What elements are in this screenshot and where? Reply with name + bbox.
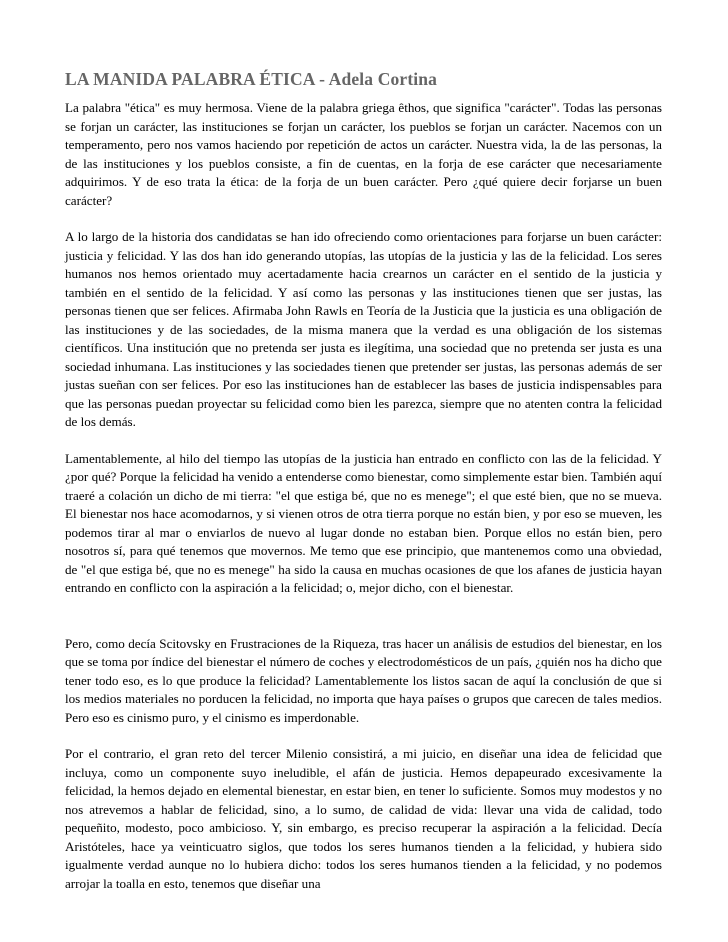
paragraph-justicia-felicidad: A lo largo de la historia dos candidatas se han ido ofreciendo como orientaciones para forjarse un buen carácter: justicia y felicidad. Y las dos han ido generando utopías, las utopías de la justicia y las de la felicidad. Los seres humanos nos hemos orientado muy acertadamente hacia crearnos un carácter en el sentido de la justicia y también en el sentido de la felicidad. Y así como las personas y las instituciones tienen que ser justas, las personas tienen que ser felices. Afirmaba John Rawls en Teoría de la Justicia que la justicia es una obligación de las instituciones y de las sociedades, de la misma manera que la verdad es una obligación de los sistemas científicos. Una institución que no pretenda ser justa es ilegítima, una sociedad que no pretenda ser justa es una sociedad inhumana. Las instituciones y las sociedades tienen que pretender ser justas, las personas además de ser justas sueñan con ser felices. Por eso las instituciones han de establecer las bases de justicia indispensables para que las personas puedan proyectar su felicidad como bien les parezca, siempre que no atenten contra la felicidad de los demás. bbox=[65, 229, 662, 429]
paragraph-scitovsky: Pero, como decía Scitovsky en Frustraciones de la Riqueza, tras hacer un análisis de estudios del bienestar, en los que se toma por índice del bienestar el número de coches y electrodomésticos de un país, ¿quién nos ha dicho que tener todo eso, es lo que produce la felicidad? Lamentablemente los listos sacan de aquí la conclusión de que si los medios materiales no porducen la felicidad, no importa que haya países o grupos que carecen de tales medios. Pero eso es cinismo puro, y el cinismo es imperdonable. bbox=[65, 635, 662, 725]
document-title: LA MANIDA PALABRA ÉTICA - Adela Cortina bbox=[65, 69, 438, 89]
document-page bbox=[65, 67, 662, 911]
paragraph-conflicto-bienestar: Lamentablemente, al hilo del tiempo las utopías de la justicia han entrado en conflicto con las de la felicidad. Y ¿por qué? Porque la felicidad ha venido a entenderse como bienestar, como simplemente estar bien. También aquí traeré a colación un dicho de mi tierra: "el que estiga bé, que no es menege"; el que esté bien, que no se mueva. El bienestar nos hace acomodarnos, y si vienen otros de otra tierra porque no están bien, y por eso se mueven, les podemos tirar al mar o enviarlos de nuevo al lugar donde no estaban bien. Porque ellos no están bien, pero nosotros sí, para qué tenemos que movernos. Me temo que ese principio, que mantenemos como una obviedad, de "el que estiga bé, que no es menege" ha sido la causa en muchas ocasiones de que los afanes de justicia hayan entrando en conflicto con la aspiración a la felicidad; o, mejor dicho, con el bienestar. bbox=[65, 450, 662, 595]
paragraph-reto-milenio: Por el contrario, el gran reto del tercer Milenio consistirá, a mi juicio, en diseñar una idea de felicidad que incluya, como un componente suyo ineludible, el afán de justicia. Hemos depapeurado excesivamente la felicidad, la hemos dejado en elemental bienestar, en estar bien, en tener lo suficiente. Somos muy modestos y no nos atrevemos a hablar de felicidad, sino, a lo sumo, de calidad de vida: llevar una vida de calidad, todo pequeñito, modesto, poco ambicioso. Y, sin embargo, es preciso recuperar la aspiración a la felicidad. Decía Aristóteles, hace ya veinticuatro siglos, que todos los seres humanos tienden a la felicidad, y hubiera sido igualmente verdad aunque no lo hubiera dicho: todos los seres humanos tienden a la felicidad, y no podemos arrojar la toalla en esto, tenemos que diseñar una bbox=[65, 746, 662, 891]
paragraph-etica-definition: La palabra "ética" es muy hermosa. Viene de la palabra griega êthos, que significa "carácter". Todas las personas se forjan un carácter, las instituciones se forjan un carácter, los pueblos se forjan un carácter. Nacemos con un temperamento, pero nos vamos haciendo por repetición de actos un carácter. Nuestra vida, la de las personas, la de las instituciones y los pueblos consiste, a fin de cuentas, en la forja de ese carácter que necesariamente adquirimos. Y de eso trata la ética: de la forja de un buen carácter. Pero ¿qué quiere decir forjarse un buen carácter? bbox=[65, 100, 662, 208]
